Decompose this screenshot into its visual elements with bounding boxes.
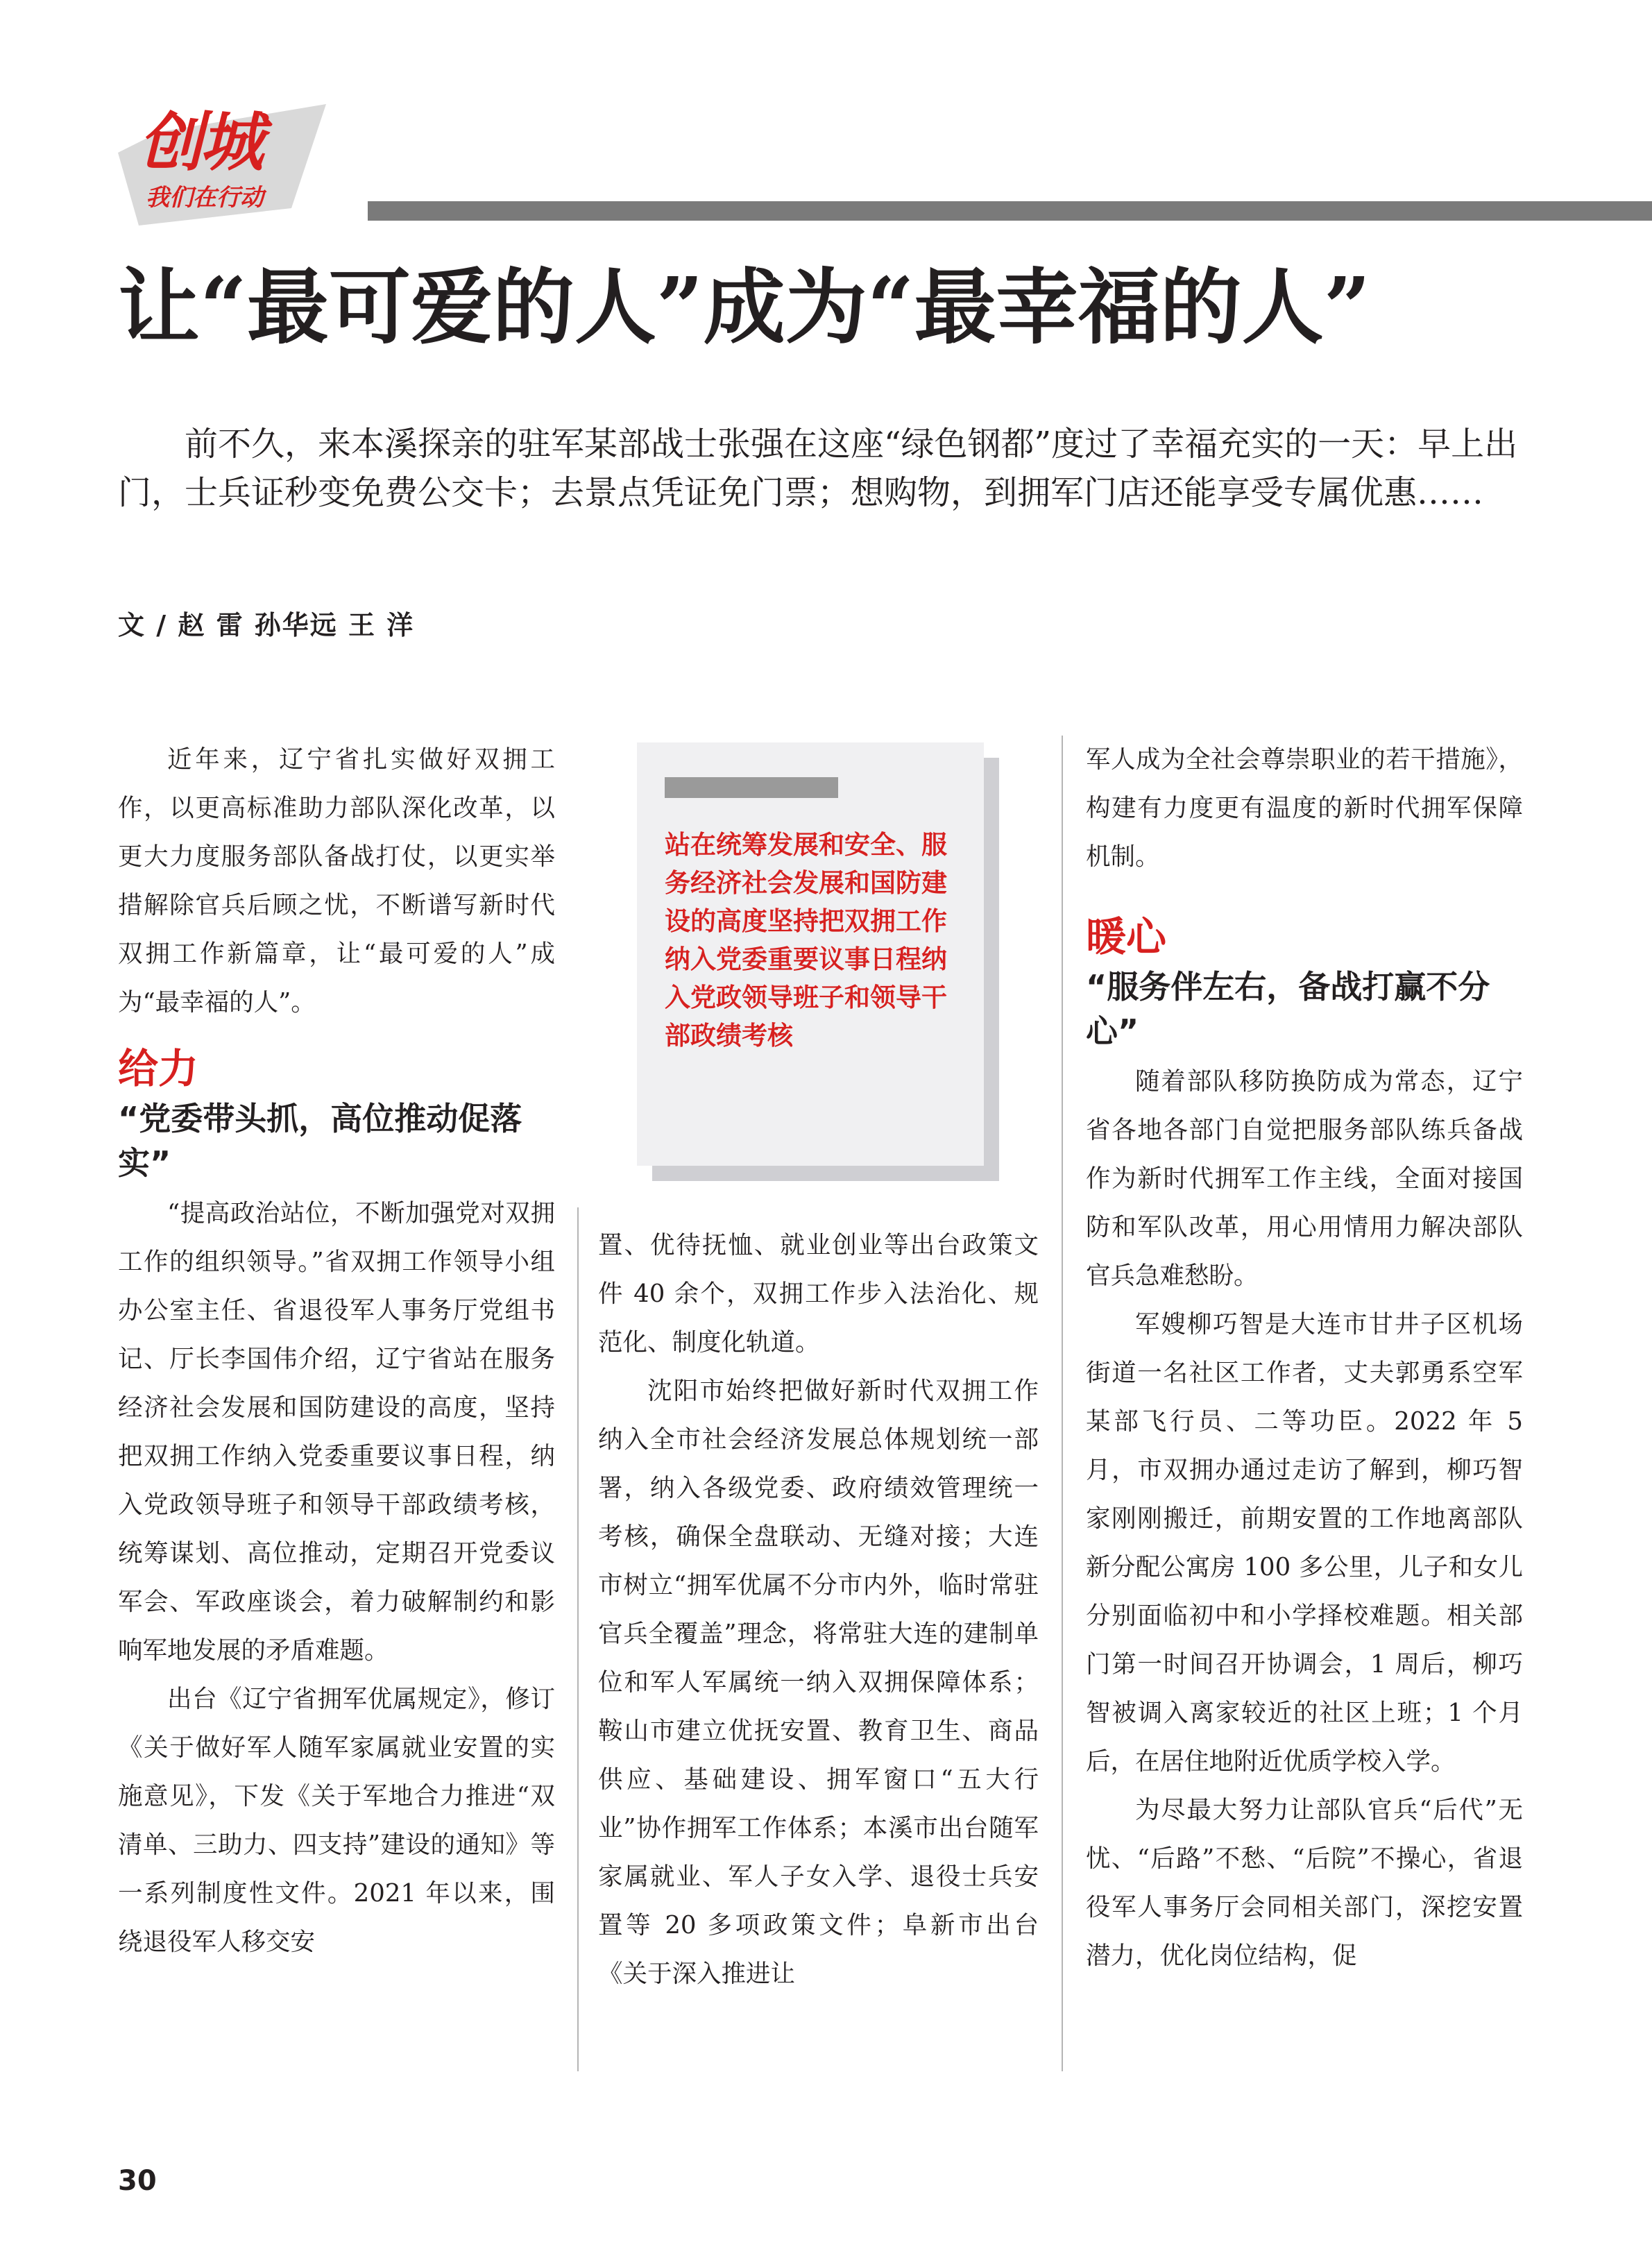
body-paragraph: 随着部队移防换防成为常态，辽宁省各地各部门自觉把服务部队练兵备战作为新时代拥军工作主线，全面对接国防和军队改革，用心用情用力解决部队官兵急难愁盼。 [1086, 1067, 1523, 1290]
column-divider [1062, 736, 1063, 2071]
intro-paragraph: 近年来，辽宁省扎实做好双拥工作，以更高标准助力部队深化改革，以更大力度服务部队备战打仗，以更实举措解除官兵后顾之忧，不断谱写新时代双拥工作新篇章，让“最可爱的人”成为“最幸福的人”。 [118, 745, 555, 1017]
article-lead [118, 420, 1526, 517]
section-subheading: “党委带头抓，高位推动促落实” [118, 1100, 522, 1182]
pull-quote-text: 站在统筹发展和安全、服务经济社会发展和国防建设的高度坚持把双拥工作纳入党委重要议事日程纳入党政领导班子和领导干部政绩考核 [665, 830, 947, 1051]
column-divider [577, 1207, 579, 2071]
header-rule [368, 201, 1652, 221]
logo-subtitle: 我们在行动 [146, 184, 264, 212]
page-number: 30 [118, 2165, 157, 2197]
body-paragraph: 沈阳市始终把做好新时代双拥工作纳入全市社会经济发展总体规划统一部署，纳入各级党委、政府绩效管理统一考核，确保全盘联动、无缝对接；大连市树立“拥军优属不分市内外，临时常驻官兵全覆盖”理念，将常驻大连的建制单位和军人军属统一纳入双拥保障体系；鞍山市建立优抚安置、教育卫生、商品供应、基础建设、拥军窗口“五大行业”协作拥军工作体系；本溪市出台随军家属就业、军人子女入学、退役士兵安置等 20 多项政策文件；阜新市出台《关于深入推进让 [598, 1377, 1039, 1988]
pull-quote-bar [665, 777, 838, 798]
pull-quote-box [637, 742, 984, 1166]
body-paragraph: 军人成为全社会尊崇职业的若干措施》，构建有力度更有温度的新时代拥军保障机制。 [1086, 745, 1523, 871]
body-paragraph: “提高政治站位，不断加强党对双拥工作的组织领导。”省双拥工作领导小组办公室主任、省退役军人事务厅党组书记、厅长李国伟介绍，辽宁省站在服务经济社会发展和国防建设的高度，坚持把双拥工作纳入党委重要议事日程，纳入党政领导班子和领导干部政绩考核，统筹谋划、高位推动，定期召开党委议军会、军政座谈会，着力破解制约和影响军地发展的矛盾难题。 [118, 1199, 555, 1665]
body-paragraph: 为尽最大努力让部队官兵“后代”无忧、“后路”不愁、“后院”不操心，省退役军人事务厅会同相关部门，深挖安置潜力，优化岗位结构，促 [1086, 1796, 1523, 1970]
article-title: 让“最可爱的人”成为“最幸福的人” [118, 259, 1371, 355]
section-logo [118, 104, 333, 226]
byline: 文 / 赵 雷 孙华远 王 洋 [118, 610, 415, 640]
lead-text: 前不久，来本溪探亲的驻军某部战士张强在这座“绿色钢都”度过了幸福充实的一天：早上出门，士兵证秒变免费公交卡；去景点凭证免门票；想购物，到拥军门店还能享受专属优惠…… [118, 425, 1518, 512]
logo-title: 创城 [139, 105, 262, 180]
section-heading: 给力 [118, 1045, 199, 1092]
section-subheading: “服务伴左右，备战打赢不分心” [1086, 968, 1490, 1050]
column-1 [118, 736, 555, 1967]
body-paragraph: 置、优待抚恤、就业创业等出台政策文件 40 余个，双拥工作步入法治化、规范化、制度化轨道。 [598, 1231, 1039, 1357]
body-paragraph: 军嫂柳巧智是大连市甘井子区机场街道一名社区工作者，丈夫郭勇系空军某部飞行员、二等功臣。2022 年 5 月，市双拥办通过走访了解到，柳巧智家刚刚搬迁，前期安置的工作地离部队新分配公寓房 100 多公里，儿子和女儿分别面临初中和小学择校难题。相关部门第一时间召开协调会，1 周后，柳巧智被调入离家较近的社区上班；1 个月后，在居住地附近优质学校入学。 [1086, 1310, 1523, 1776]
column-2 [598, 1221, 1039, 1998]
section-heading: 暖心 [1086, 913, 1167, 960]
body-paragraph: 出台《辽宁省拥军优属规定》，修订《关于做好军人随军家属就业安置的实施意见》，下发《关于军地合力推进“双清单、三助力、四支持”建设的通知》等一系列制度性文件。2021 年以来，围绕退役军人移交安 [118, 1685, 555, 1956]
column-3 [1086, 736, 1523, 1980]
